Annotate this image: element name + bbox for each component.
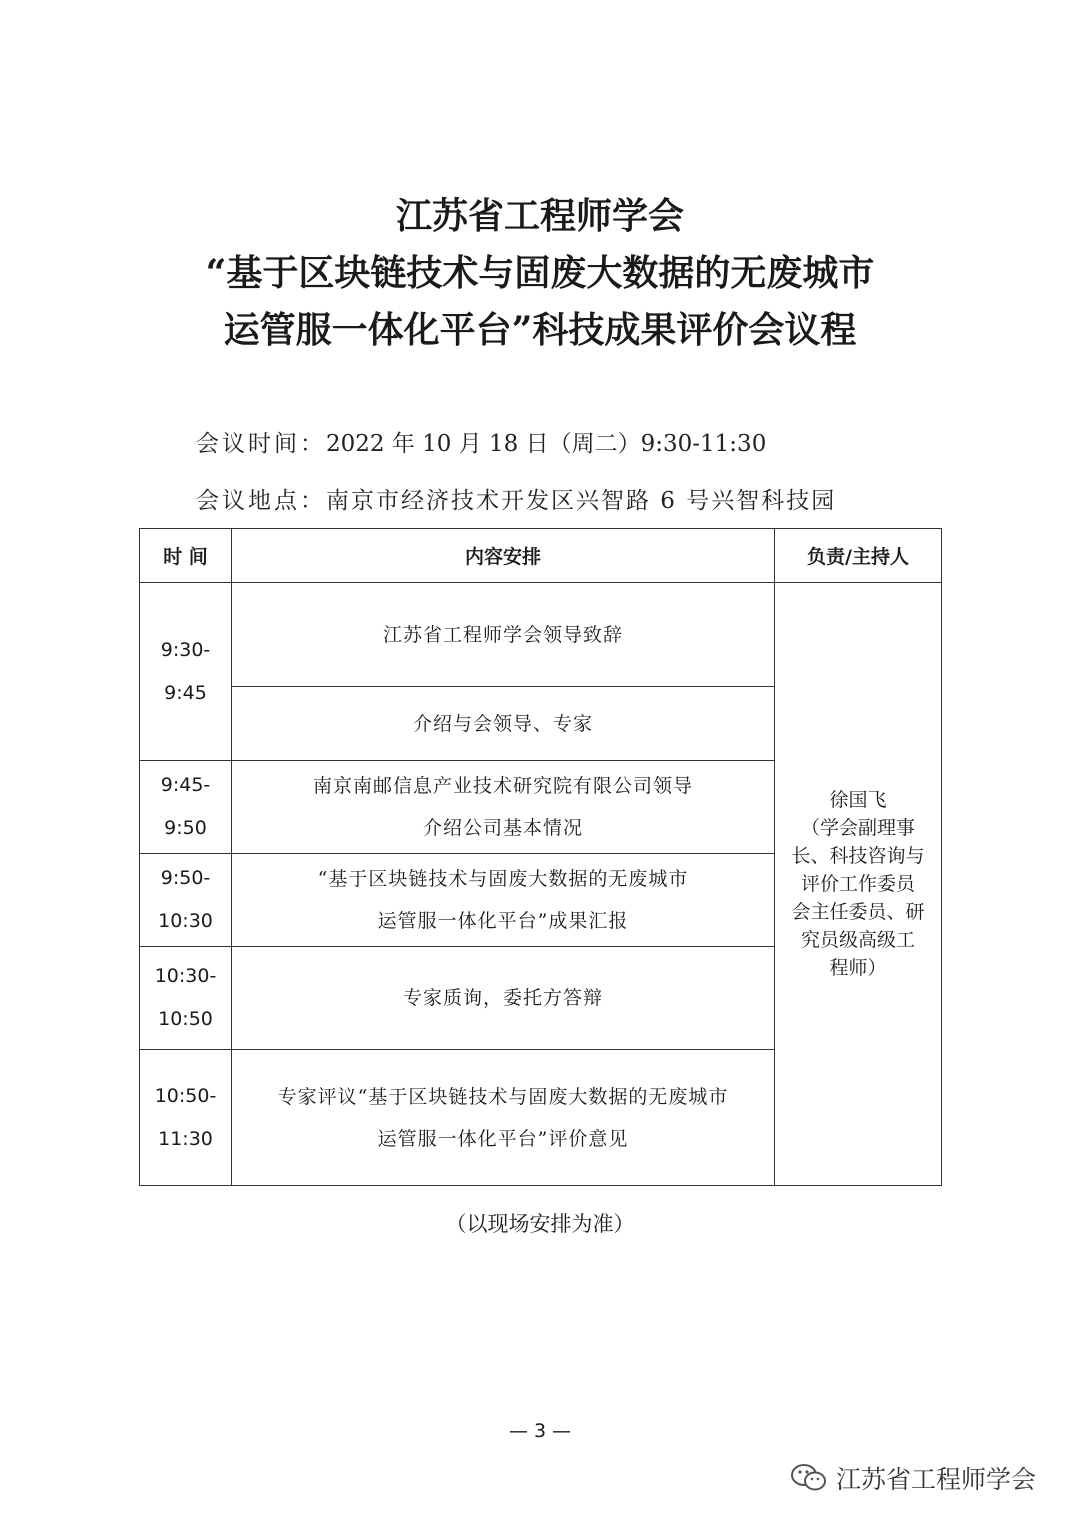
content-cell: 专家质询，委托方答辩: [232, 947, 775, 1050]
time-cell: 9:30- 9:45: [140, 583, 232, 761]
meeting-time: [196, 433, 766, 456]
time-cell: 10:30- 10:50: [140, 947, 232, 1050]
agenda-table: [139, 528, 942, 1186]
content-cell: 介绍与会领导、专家: [232, 687, 775, 761]
content-cell: 专家评议“基于区块链技术与固废大数据的无废城市 运管服一体化平台”评价意见: [232, 1050, 775, 1186]
host-cell: 徐国飞 （学会副理事 长、科技咨询与 评价工作委员 会主任委员、研 究员级高级工 程师）: [775, 583, 942, 1186]
meeting-place-value: 南京市经济技术开发区兴智路 6 号兴智科技园: [326, 488, 837, 514]
meeting-time-label: 会议时间：: [196, 431, 326, 457]
wechat-icon: [790, 1463, 828, 1493]
schedule-note: （以现场安排为准）: [445, 1212, 635, 1236]
title-line-2: “基于区块链技术与固废大数据的无废城市: [205, 252, 875, 294]
content-cell: 南京南邮信息产业技术研究院有限公司领导 介绍公司基本情况: [232, 761, 775, 854]
title-line-1: 江苏省工程师学会: [395, 195, 684, 237]
table-header-row: [140, 529, 942, 583]
time-cell: 9:45- 9:50: [140, 761, 232, 854]
table-row: [140, 583, 942, 687]
header-content: 内容安排: [232, 529, 775, 583]
meeting-time-value: 2022 年 10 月 18 日（周二）9:30-11:30: [326, 431, 767, 457]
time-cell: 10:50- 11:30: [140, 1050, 232, 1186]
time-cell: 9:50- 10:30: [140, 854, 232, 947]
watermark: [790, 1460, 1036, 1496]
watermark-text: 江苏省工程师学会: [836, 1465, 1037, 1494]
title-line-3: 运管服一体化平台”科技成果评价会议程: [223, 309, 857, 351]
meeting-place: [196, 490, 836, 513]
content-cell: 江苏省工程师学会领导致辞: [232, 583, 775, 687]
page-number: — 3 —: [508, 1420, 572, 1442]
header-host: 负责/主持人: [775, 529, 942, 583]
header-time: 时 间: [140, 529, 232, 583]
content-cell: “基于区块链技术与固废大数据的无废城市 运管服一体化平台”成果汇报: [232, 854, 775, 947]
meeting-place-label: 会议地点：: [196, 488, 326, 514]
